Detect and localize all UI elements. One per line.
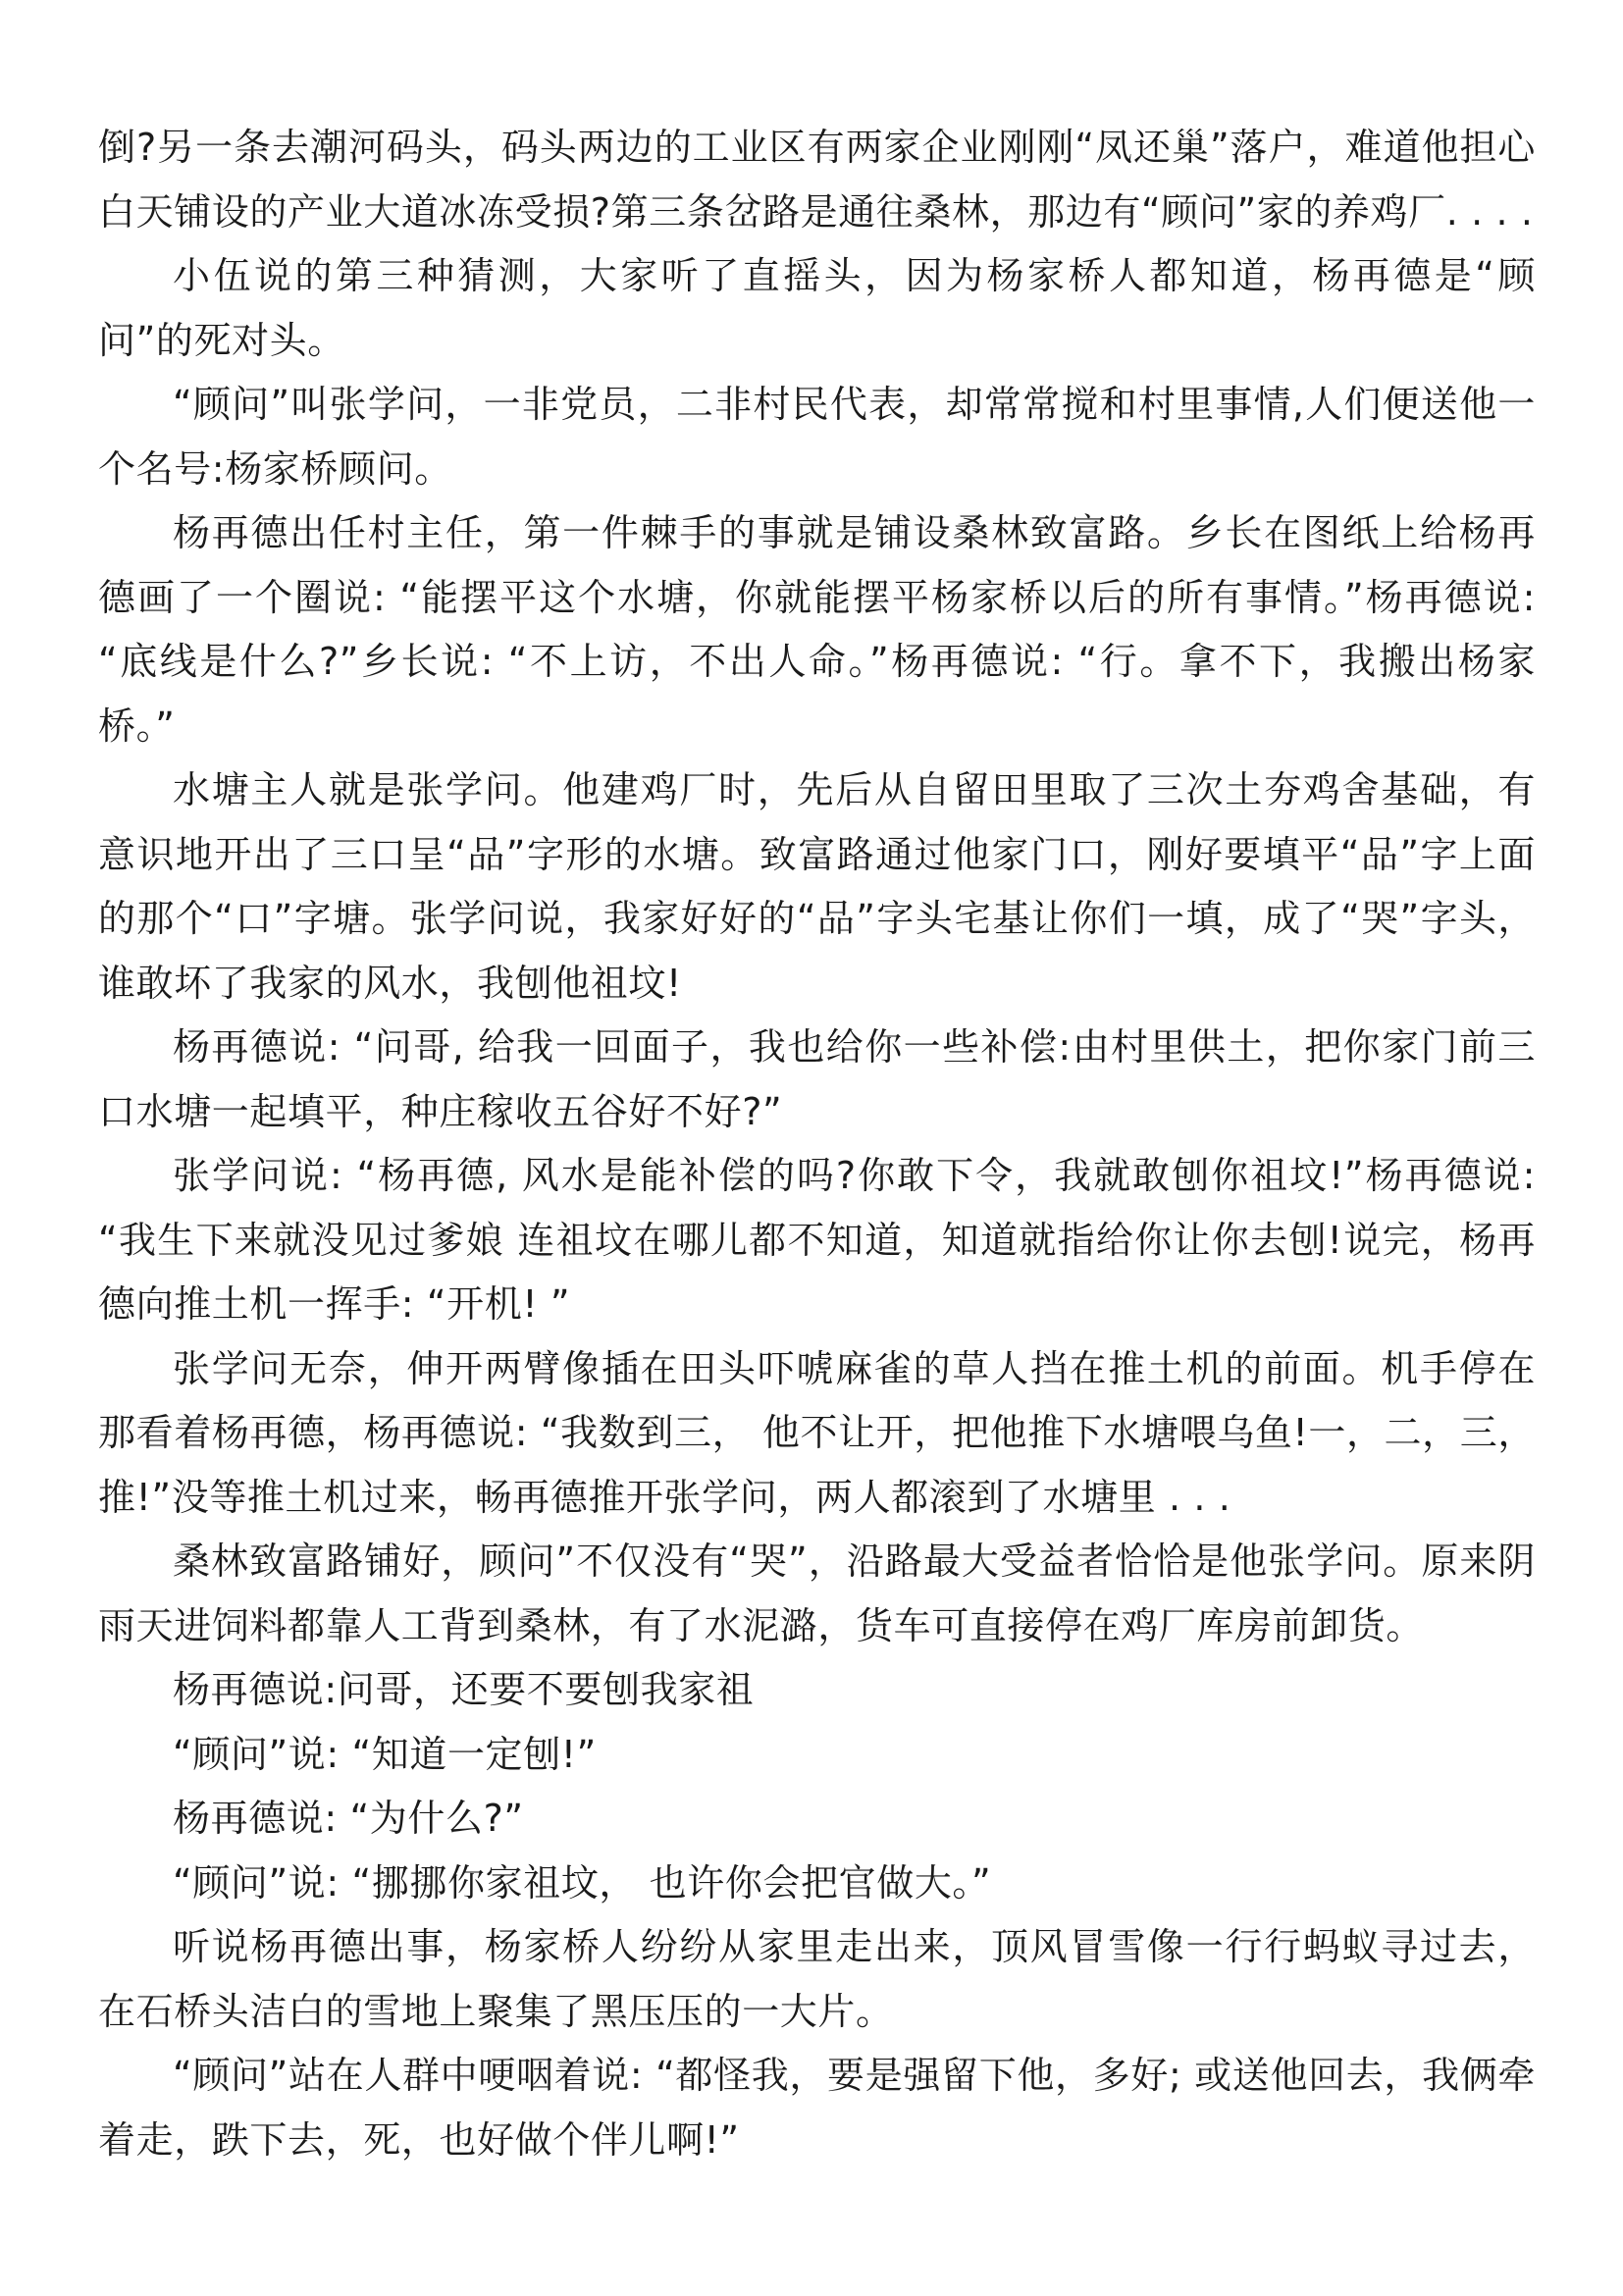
paragraph: 张学问无奈，伸开两臂像插在田头吓唬麻雀的草人挡在推土机的前面。机手停在那看着杨再德，杨再德说: “我数到三， 他不让开，把他推下水塘喂乌鱼!一，二，三，推!”没等推土机过来，畅再德推开张学问，两人都滚到了水塘里 . . . — [98, 1346, 1536, 1519]
paragraph: “顾问”说: “知道一定刨!” — [173, 1732, 597, 1776]
paragraph: “顾问”叫张学问，一非党员，二非村民代表，却常常搅和村里事情,人们便送他一个名号:杨家桥顾问。 — [98, 383, 1536, 491]
paragraph: “顾问”说: “挪挪你家祖坟， 也许你会把官做大。” — [173, 1860, 992, 1905]
paragraph: 听说杨再德出事，杨家桥人纷纷从家里走出来，顶风冒雪像一行行蚂蚁寻过去，在石桥头洁白的雪地上聚集了黑压压的一大片。 — [98, 1925, 1536, 2033]
body-text — [98, 116, 1536, 2172]
paragraph: 杨再德说:问哥，还要不要刨我家祖 — [173, 1668, 755, 1711]
paragraph: “顾问”站在人群中哽咽着说: “都怪我，要是强留下他，多好; 或送他回去，我俩牵着走，跌下去，死，也好做个伴儿啊!” — [98, 2054, 1536, 2162]
paragraph: 杨再德说: “问哥, 给我一回面子，我也给你一些补偿:由村里供土，把你家门前三口水塘一起填平，种庄稼收五谷好不好?” — [98, 1025, 1536, 1133]
paragraph-continued: 倒?另一条去潮河码头，码头两边的工业区有两家企业刚刚“凤还巢”落户，难道他担心白天铺设的产业大道冰冻受损?第三条岔路是通往桑林，那边有“顾问”家的养鸡厂. . . . — [98, 126, 1536, 234]
paragraph: 小伍说的第三种猜测，大家听了直摇头，因为杨家桥人都知道，杨再德是“顾问”的死对头。 — [98, 254, 1536, 362]
paragraph: 桑林致富路铺好，顾问”不仅没有“哭”，沿路最大受益者恰恰是他张学问。原来阴雨天进饲料都靠人工背到桑林，有了水泥潞，货车可直接停在鸡厂库房前卸货。 — [98, 1539, 1536, 1647]
paragraph: 水塘主人就是张学问。他建鸡厂时，先后从自留田里取了三次土夯鸡舍基础，有意识地开出了三口呈“品”字形的水塘。致富路通过他家门口，刚好要填平“品”字上面的那个“口”字塘。张学问说，我家好好的“品”字头宅基让你们一填，成了“哭”字头，谁敢坏了我家的风水，我刨他祖坟! — [98, 768, 1536, 1005]
paragraph: 张学问说: “杨再德, 风水是能补偿的吗?你敢下令，我就敢刨你祖坟!”杨再德说: “我生下来就没见过爹娘 连祖坟在哪儿都不知道，知道就指给你让你去刨!说完，杨再德向推土机一挥手: “开机! ” — [98, 1154, 1536, 1326]
paragraph: 杨再德说: “为什么?” — [173, 1797, 524, 1840]
paragraph: 杨再德出任村主任，第一件棘手的事就是铺设桑林致富路。乡长在图纸上给杨再德画了一个圈说: “能摆平这个水塘，你就能摆平杨家桥以后的所有事情。”杨再德说: “底线是什么?”乡长说: “不上访，不出人命。”杨再德说: “行。拿不下，我搬出杨家桥。” — [98, 511, 1536, 748]
